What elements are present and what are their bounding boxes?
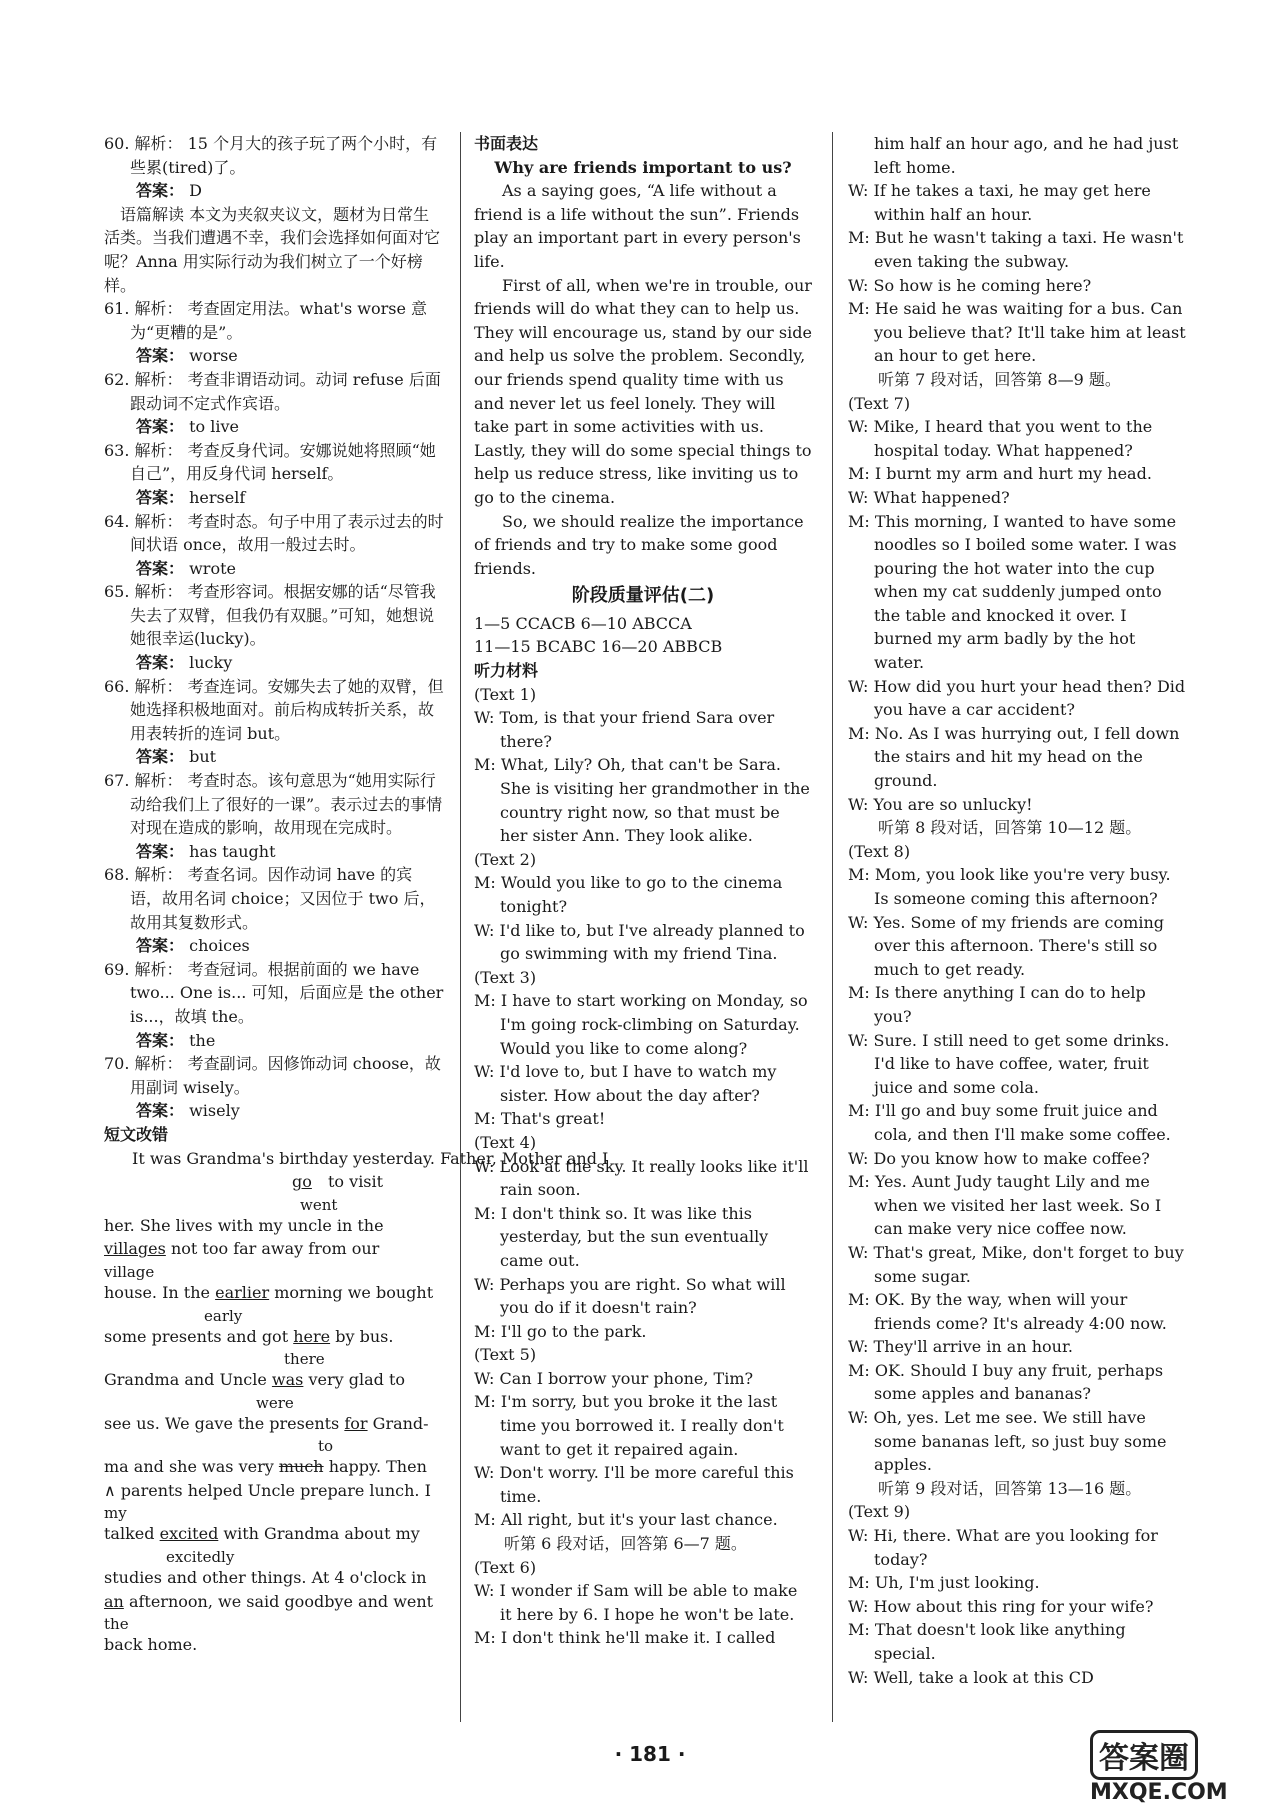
q60-answer: 答案： D [136, 181, 202, 201]
item-explanation: 63. 解析： 考查反身代词。安娜说她将照顾“她自己”，用反身代词 herself。 [104, 440, 436, 484]
dialogue-line: W: I wonder if Sam will be able to make it here by 6. I hope he won't be late. [474, 1581, 798, 1624]
fix-2: village [104, 1262, 155, 1281]
item-answer: 答案： herself [136, 487, 246, 507]
passage-intro: 语篇解读 本文为夹叙夹议文，题材为日常生活类。当我们遭遇不幸，我们会选择如何面对它呢？Anna 用实际行动为我们树立了一个好榜样。 [104, 204, 441, 295]
dialogue-line: W: Oh, yes. Let me see. We still have some bananas left, so just buy some apples. [848, 1408, 1167, 1475]
correction-heading: 短文改错 [104, 1124, 169, 1144]
fix-9: the [104, 1615, 129, 1634]
dialogue-line: W: That's great, Mike, don't forget to buy some sugar. [848, 1242, 1184, 1286]
column-divider-2 [832, 132, 833, 1722]
item-explanation: 66. 解析： 考查连词。安娜失去了她的双臂，但她选择积极地面对。前后构成转折关系，故用表转折的连词 but。 [104, 676, 444, 743]
dialogue-line: M: Uh, I'm just looking. [848, 1573, 1040, 1593]
dialogue-line: W: How did you hurt your head then? Did you have a car accident? [848, 676, 1186, 720]
fix-1: went [300, 1195, 338, 1214]
item-explanation: 70. 解析： 考查副词。因修饰动词 choose，故用副词 wisely。 [104, 1054, 441, 1097]
dialogue-line: M: Mom, you look like you're very busy. Is someone coming this afternoon? [848, 865, 1171, 908]
fix-4: there [284, 1350, 325, 1369]
error-correction: It was Grandma's birthday yesterday. Father, Mother and I go to visit went her. She lives with my uncle in the villages not too far away from our village house. In the earlier morning we bought early some presents and got here by bus. there Grandma and Uncle was very glad to were see us. We gave the presents for Grand- to ma and she was very much happy. Then ∧ parents helped Uncle prepare lunch. I my talked excited with Grandma about my excitedly studies and other things. At 4 o'clock in an afternoon, we said goodbye and went the back home. [104, 1148, 609, 1655]
instruction-line: 听第 6 段对话，回答第 6—7 题。 [504, 1534, 747, 1554]
text-label: (Text 3) [474, 967, 537, 987]
q60-explanation: 60. 解析： 15 个月大的孩子玩了两个小时，有些累(tired)了。 [104, 134, 438, 177]
dialogue-line: W: They'll arrive in an hour. [848, 1337, 1073, 1357]
item-answer: 答案： worse [136, 346, 238, 366]
dialogue-line: M: This morning, I wanted to have some noodles so I boiled some water. I was pouring the hot water into the cup when my cat suddenly jumped onto the table and knocked it over. I burned my arm badly by the hot water. [848, 511, 1177, 673]
dialogue-line: W: I'd like to, but I've already planned to go swimming with my friend Tina. [474, 920, 805, 964]
listening-transcript [474, 683, 812, 1650]
dialogue-line: W: If he takes a taxi, he may get here within half an hour. [848, 181, 1151, 224]
page-number: · 181 · [614, 1742, 686, 1766]
item-explanation: 69. 解析： 考查冠词。根据前面的 we have two... One is... 可知，后面应是 the other is...，故填 the。 [104, 959, 444, 1026]
column-2 [474, 132, 812, 1650]
essay-title: Why are friends important to us? [494, 157, 792, 177]
text-label: (Text 2) [474, 849, 537, 869]
instruction-line: 听第 9 段对话，回答第 13—16 题。 [878, 1478, 1142, 1498]
item-answer: 答案： lucky [136, 653, 233, 673]
text-label: (Text 8) [848, 841, 911, 861]
essay-paragraph-1: As a saying goes, “A life without a friend is a life without the sun”. Friends play an important part in every person's life. [474, 181, 801, 271]
item-explanation: 67. 解析： 考查时态。该句意思为“她用实际行动给我们上了很好的一课”。表示过去的事情对现在造成的影响，故用现在完成时。 [104, 771, 443, 838]
fix-5: were [256, 1393, 294, 1412]
item-explanation: 64. 解析： 考查时态。句子中用了表示过去的时间状语 once，故用一般过去时。 [104, 511, 444, 555]
dialogue-line: M: That doesn't look like anything special. [848, 1620, 1126, 1663]
dialogue-line: W: Yes. Some of my friends are coming over this afternoon. There's still so much to get ready. [848, 912, 1164, 979]
dialogue-line: W: Can I borrow your phone, Tim? [474, 1368, 754, 1388]
dialogue-line: M: I have to start working on Monday, so I'm going rock-climbing on Saturday. Would you like to come along? [474, 991, 808, 1058]
item-answer: 答案： but [136, 747, 217, 767]
item-answer: 答案： to live [136, 417, 239, 437]
item-explanation: 62. 解析： 考查非谓语动词。动词 refuse 后面跟动词不定式作宾语。 [104, 369, 441, 413]
column-divider-1 [460, 132, 461, 1722]
answer-keys-1: 1—5 CCACB 6—10 ABCCA [474, 613, 692, 633]
answer-keys-2: 11—15 BCABC 16—20 ABBCB [474, 637, 723, 657]
item-answer: 答案： choices [136, 936, 250, 956]
essay-paragraph-3: So, we should realize the importance of friends and try to make some good friends. [474, 511, 804, 578]
dialogue-line: M: OK. Should I buy any fruit, perhaps some apples and bananas? [848, 1360, 1164, 1404]
dialogue-line: M: But he wasn't taking a taxi. He wasn't even taking the subway. [848, 228, 1184, 271]
dialogue-line: W: Do you know how to make coffee? [848, 1148, 1150, 1168]
text-label: (Text 5) [474, 1345, 537, 1365]
text-label: (Text 4) [474, 1132, 537, 1152]
instruction-line: 听第 8 段对话，回答第 10—12 题。 [878, 818, 1142, 838]
answer-items [104, 297, 444, 1123]
item-answer: 答案： wisely [136, 1101, 240, 1121]
dialogue-line: M: I burnt my arm and hurt my head. [848, 464, 1152, 484]
dialogue-line: W: How about this ring for your wife? [848, 1596, 1154, 1616]
dialogue-line: W: What happened? [848, 487, 1010, 507]
text-label: (Text 9) [848, 1502, 911, 1522]
essay-paragraph-2: First of all, when we're in trouble, our friends will do what they can to help us. They will encourage us, stand by our side and help us solve the problem. Secondly, our friends spend quality time with us and never let us feel lonely. They will take part in some activities with us. Lastly, they will do some special things to help us reduce stress, like inviting us to go to the cinema. [474, 275, 812, 507]
dialogue-line: W: Mike, I heard that you went to the hospital today. What happened? [848, 417, 1153, 460]
dialogue-line: M: I don't think he'll make it. I called [474, 1628, 776, 1648]
listening-transcript-continued [848, 132, 1186, 1689]
fix-7: my [104, 1504, 127, 1523]
item-answer: 答案： has taught [136, 841, 276, 861]
dialogue-line: M: He said he was waiting for a bus. Can you believe that? It'll take him at least an hour to get here. [848, 299, 1186, 366]
dialogue-line: W: Look at the sky. It really looks like it'll rain soon. [474, 1156, 809, 1200]
fix-8: excitedly [166, 1548, 235, 1567]
item-explanation: 68. 解析： 考查名词。因作动词 have 的宾语，故用名词 choice；又因位于 two 后，故用其复数形式。 [104, 865, 436, 932]
dialogue-line: W: Perhaps you are right. So what will you do if it doesn't rain? [474, 1274, 786, 1318]
dialogue-line: W: You are so unlucky! [848, 794, 1033, 814]
dialogue-line: M: What, Lily? Oh, that can't be Sara. She is visiting her grandmother in the country right now, so that must be her sister Ann. They look alike. [474, 755, 810, 846]
dialogue-line: W: I'd love to, but I have to watch my sister. How about the day after? [474, 1062, 777, 1105]
dialogue-line: M: Is there anything I can do to help you? [848, 983, 1146, 1026]
instruction-line: 听第 7 段对话，回答第 8—9 题。 [878, 369, 1121, 389]
dialogue-line: W: So how is he coming here? [848, 275, 1092, 295]
column-3 [848, 132, 1186, 1689]
dialogue-line: W: Tom, is that your friend Sara over there? [474, 708, 775, 751]
item-explanation: 61. 解析： 考查固定用法。what's worse 意为“更糟的是”。 [104, 299, 428, 342]
dialogue-line: W: Well, take a look at this CD [848, 1667, 1094, 1687]
dialogue-line: M: OK. By the way, when will your friends come? It's already 4:00 now. [848, 1290, 1167, 1333]
writing-heading: 书面表达 [474, 134, 539, 153]
dialogue-line: W: Hi, there. What are you looking for today? [848, 1526, 1158, 1569]
text-label: (Text 7) [848, 393, 911, 413]
item-answer: 答案： the [136, 1030, 216, 1050]
dialogue-line: him half an hour ago, and he had just left home. [874, 134, 1179, 177]
item-answer: 答案： wrote [136, 558, 236, 578]
fix-3: early [204, 1306, 243, 1325]
dialogue-line: M: No. As I was hurrying out, I fell down the stairs and hit my head on the ground. [848, 723, 1180, 791]
dialogue-line: M: That's great! [474, 1109, 606, 1129]
dialogue-line: M: All right, but it's your last chance. [474, 1510, 778, 1530]
watermark [1090, 1730, 1276, 1805]
dialogue-line: M: I'll go and buy some fruit juice and cola, and then I'll make some coffee. [848, 1101, 1171, 1144]
dialogue-line: M: Would you like to go to the cinema tonight? [474, 873, 783, 916]
dialogue-line: W: Don't worry. I'll be more careful this time. [474, 1463, 794, 1506]
dialogue-line: M: I'll go to the park. [474, 1321, 647, 1341]
watermark-logo: 答案圈 [1090, 1730, 1198, 1780]
text-label: (Text 1) [474, 684, 537, 704]
watermark-site: MXQE.COM [1090, 1780, 1228, 1805]
dialogue-line: M: I don't think so. It was like this yesterday, but the sun eventually came out. [474, 1203, 769, 1270]
listening-heading: 听力材料 [474, 661, 539, 681]
section-title: 阶段质量评估(二) [571, 585, 715, 607]
dialogue-line: M: Yes. Aunt Judy taught Lily and me when we visited her last week. So I can make very nice coffee now. [848, 1172, 1162, 1239]
dialogue-line: M: I'm sorry, but you broke it the last time you borrowed it. I really don't want to get it repaired again. [474, 1392, 784, 1459]
dialogue-line: W: Sure. I still need to get some drinks. I'd like to have coffee, water, fruit juice and some cola. [848, 1030, 1170, 1097]
text-label: (Text 6) [474, 1557, 537, 1577]
item-explanation: 65. 解析： 考查形容词。根据安娜的话“尽管我失去了双臂，但我仍有双腿。”可知，她想说她很幸运(lucky)。 [104, 582, 436, 649]
fix-6: to [318, 1437, 334, 1456]
